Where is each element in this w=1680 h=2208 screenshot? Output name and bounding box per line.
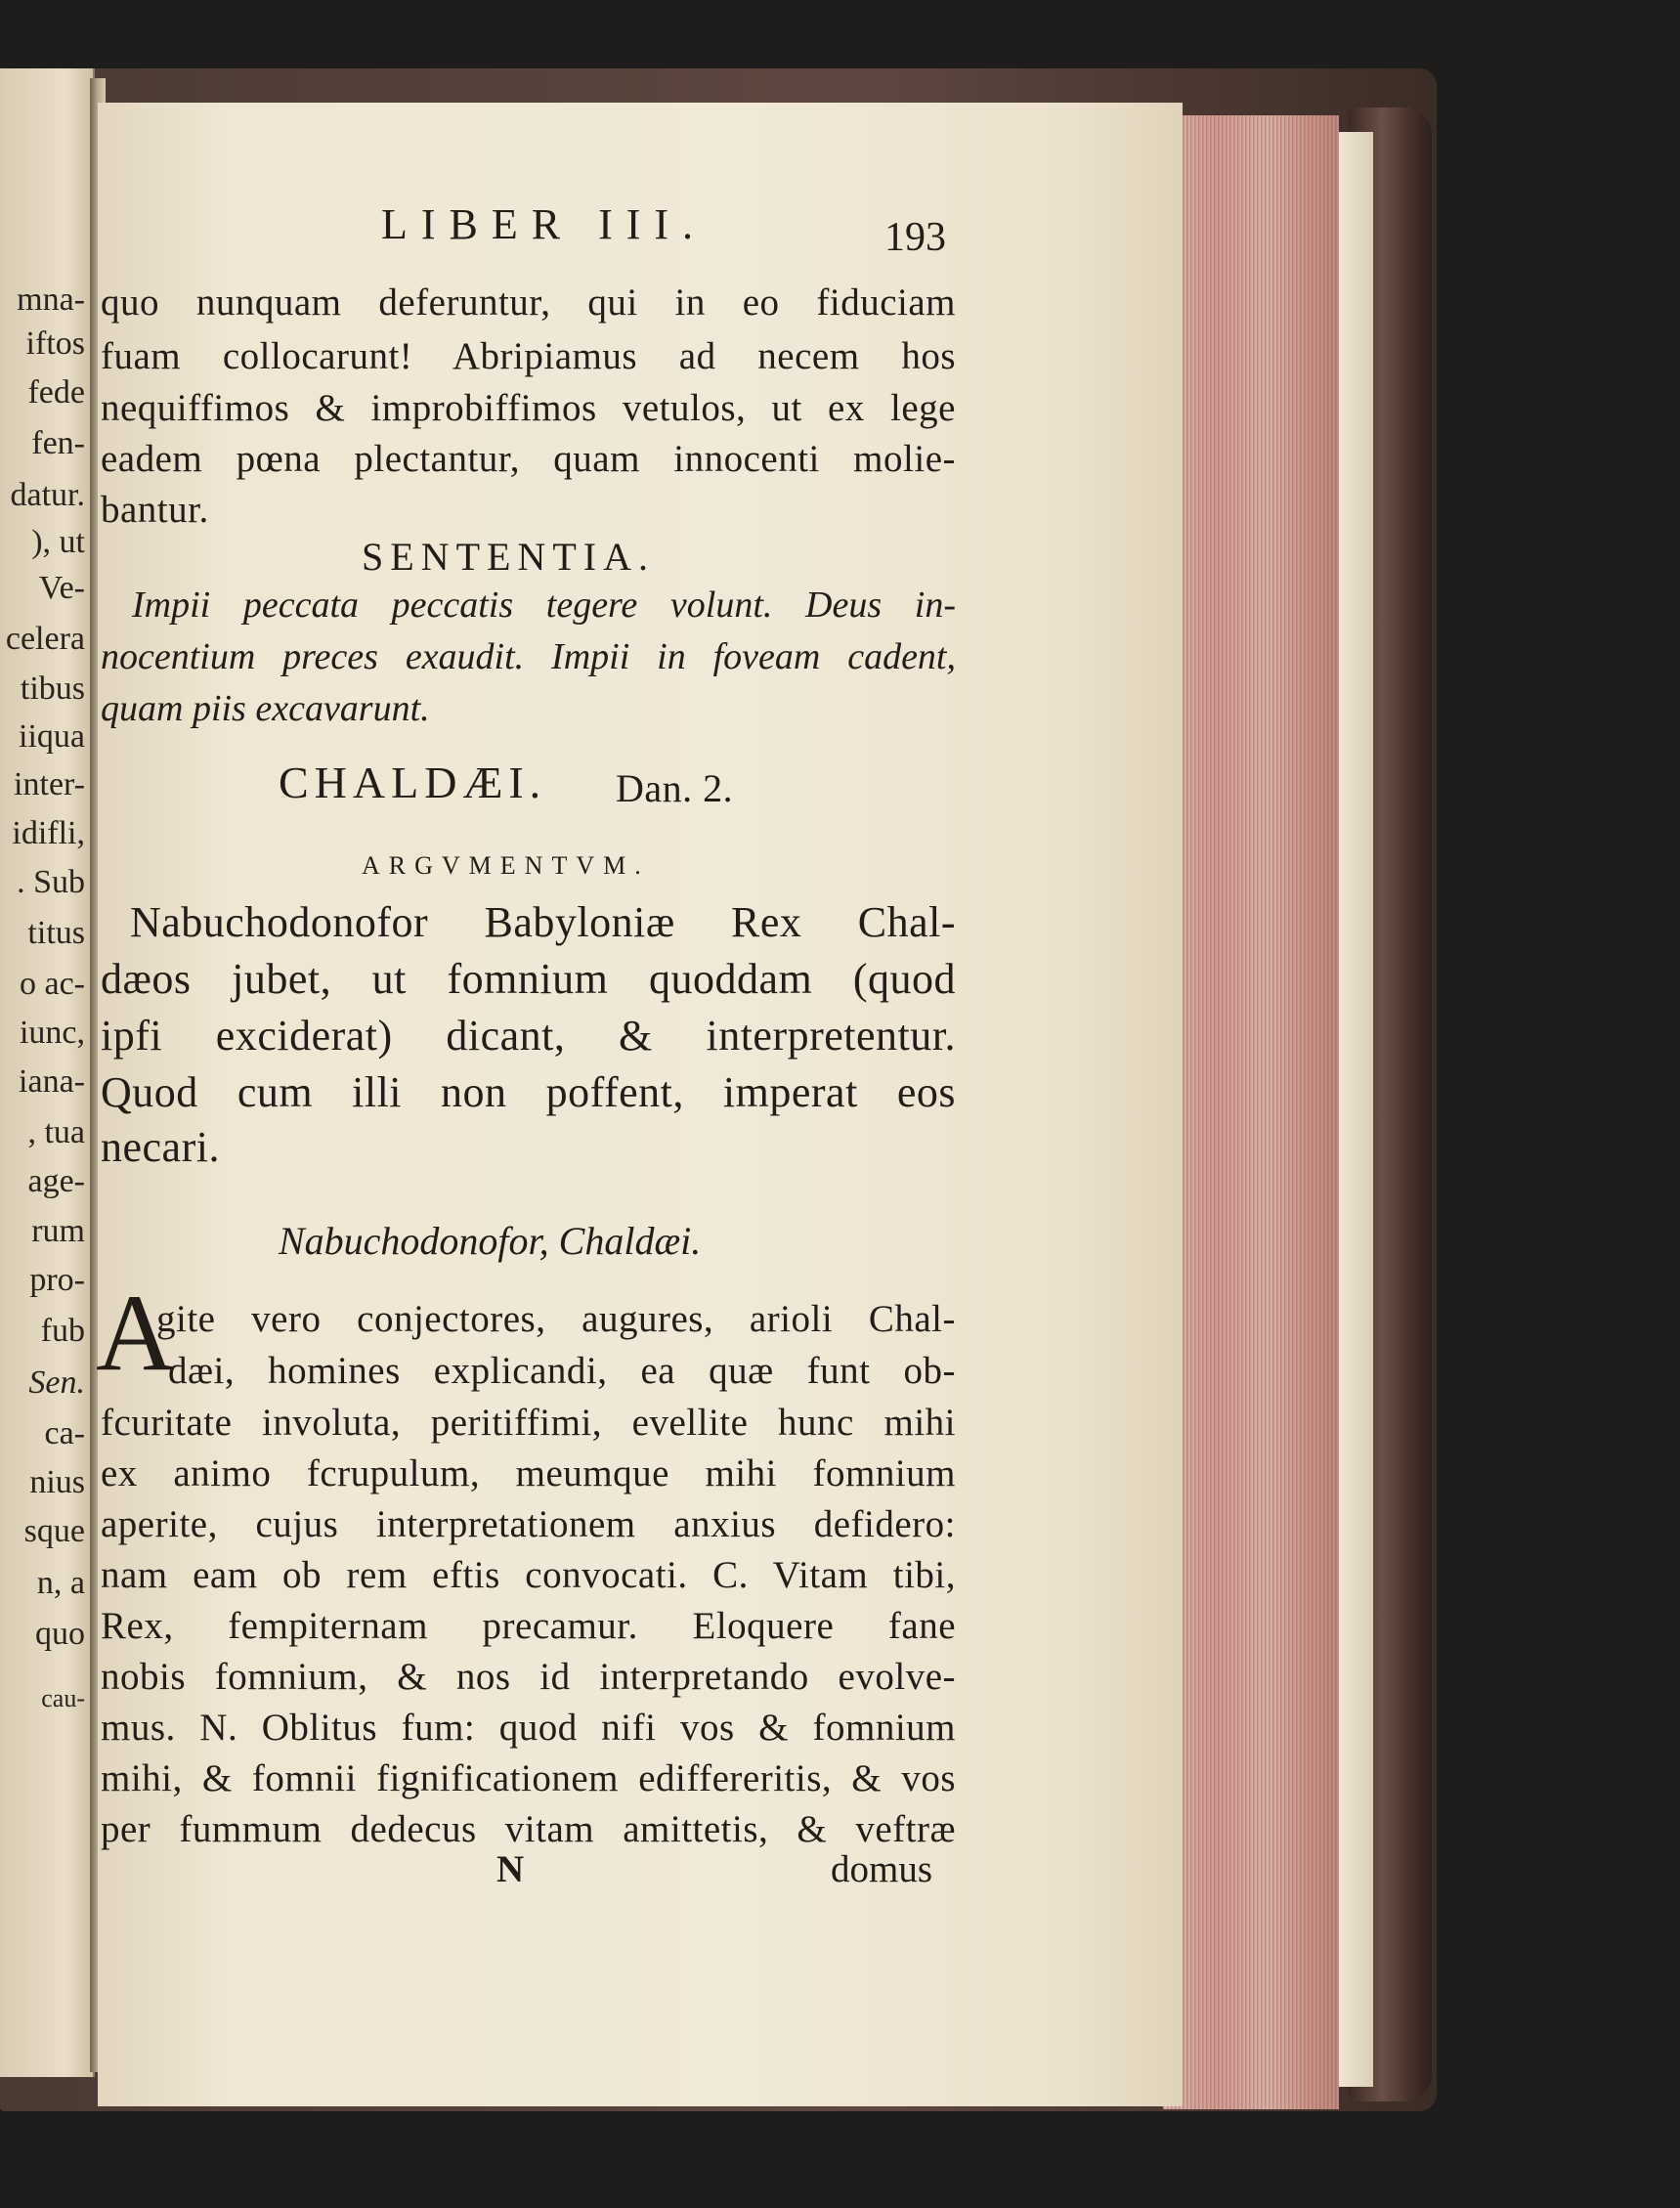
- argumentum-line: necari.: [101, 1123, 220, 1171]
- left-fragment: ca-: [44, 1415, 85, 1451]
- dialogue-line: per fummum dedecus vitam amittetis, & veftræ: [101, 1808, 956, 1850]
- scripture-reference: Dan. 2.: [616, 766, 734, 810]
- back-endpaper: [1339, 132, 1373, 2087]
- argumentum-line: Quod cum illi non poffent, imperat eos: [101, 1068, 956, 1116]
- left-fragment: iunc,: [19, 1015, 85, 1051]
- left-fragment: celera: [5, 621, 85, 657]
- sententia-heading: SENTENTIA.: [362, 535, 655, 579]
- argumentum-heading: ARGVMENTVM.: [362, 851, 650, 880]
- dialogue-line: nam eam ob rem eftis convocati. C. Vitam tibi,: [101, 1554, 956, 1596]
- running-head: LIBER III.: [381, 200, 708, 248]
- dialogue-line: mus. N. Oblitus fum: quod nifi vos & fomnium: [101, 1707, 956, 1749]
- left-fragment: ), ut: [31, 524, 85, 560]
- chapter-heading: CHALDÆI.: [279, 758, 547, 807]
- left-fragment: . Sub: [17, 864, 85, 900]
- text-line: quo nunquam deferuntur, qui in eo fiduciam: [101, 281, 956, 324]
- drop-cap: A: [96, 1273, 175, 1394]
- text-line: bantur.: [101, 489, 209, 531]
- left-fragment: rum: [31, 1213, 85, 1249]
- page-fore-edge: [1163, 115, 1339, 2109]
- text-line: fuam collocarunt! Abripiamus ad necem hos: [101, 335, 956, 377]
- page-number: 193: [884, 215, 946, 260]
- left-fragment: pro-: [29, 1262, 85, 1298]
- dialogue-line: Rex, fempiternam precamur. Eloquere fane: [101, 1605, 956, 1647]
- left-fragment: inter-: [14, 766, 85, 802]
- sententia-line: nocentium preces exaudit. Impii in foveam cadent,: [101, 636, 956, 677]
- left-fragment: fen-: [31, 425, 85, 461]
- left-fragment: iana-: [19, 1063, 85, 1100]
- left-fragment: Ve-: [38, 570, 85, 606]
- dialogue-line: dæi, homines explicandi, ea quæ funt ob-: [168, 1350, 956, 1392]
- argumentum-line: dæos jubet, ut fomnium quoddam (quod: [101, 955, 956, 1003]
- left-fragment: quo: [35, 1616, 85, 1652]
- left-fragment: age-: [27, 1163, 85, 1199]
- sententia-line: Impii peccata peccatis tegere volunt. Deus in-: [132, 584, 956, 626]
- text-line: eadem pœna plectantur, quam innocenti molie-: [101, 438, 956, 480]
- speakers-heading: Nabuchodonofor, Chaldæi.: [279, 1219, 702, 1263]
- dialogue-line: mihi, & fomnii fignificationem ediffereritis, & vos: [101, 1757, 956, 1799]
- left-fragment: idifli,: [12, 815, 85, 851]
- dialogue-line: fcuritate involuta, peritiffimi, evellite hunc mihi: [101, 1402, 956, 1444]
- left-fragment: fede: [27, 374, 85, 411]
- left-fragment: fub: [40, 1313, 85, 1349]
- left-fragment: titus: [27, 915, 85, 951]
- left-fragment: nius: [29, 1464, 85, 1500]
- text-line: nequiffimos & improbiffimos vetulos, ut ex lege: [101, 387, 956, 429]
- left-fragment: , tua: [27, 1114, 85, 1150]
- dialogue-line: gite vero conjectores, augures, arioli Chal-: [156, 1298, 956, 1340]
- left-fragment: n, a: [36, 1565, 85, 1601]
- signature-mark: N: [496, 1848, 525, 1890]
- dialogue-line: nobis fomnium, & nos id interpretando evolve-: [101, 1656, 956, 1698]
- dialogue-line: aperite, cujus interpretationem anxius defidero:: [101, 1503, 956, 1545]
- left-fragment: datur.: [10, 477, 85, 513]
- dialogue-line: ex animo fcrupulum, meumque mihi fomnium: [101, 1452, 956, 1494]
- left-fragment: iiqua: [19, 718, 85, 755]
- left-fragment: mna-: [17, 281, 85, 318]
- argumentum-line: ipfi exciderat) dicant, & interpretentur.: [101, 1012, 956, 1060]
- catchword: domus: [831, 1848, 933, 1890]
- left-fragment: sque: [23, 1513, 85, 1549]
- left-fragment: o ac-: [19, 966, 85, 1002]
- left-fragment: Sen.: [28, 1364, 85, 1401]
- left-fragment: cau-: [41, 1684, 85, 1712]
- argumentum-line: Nabuchodonofor Babyloniæ Rex Chal-: [130, 898, 956, 946]
- left-fragment: tibus: [20, 671, 85, 707]
- left-fragment: iftos: [25, 325, 85, 362]
- sententia-line: quam piis excavarunt.: [101, 688, 430, 729]
